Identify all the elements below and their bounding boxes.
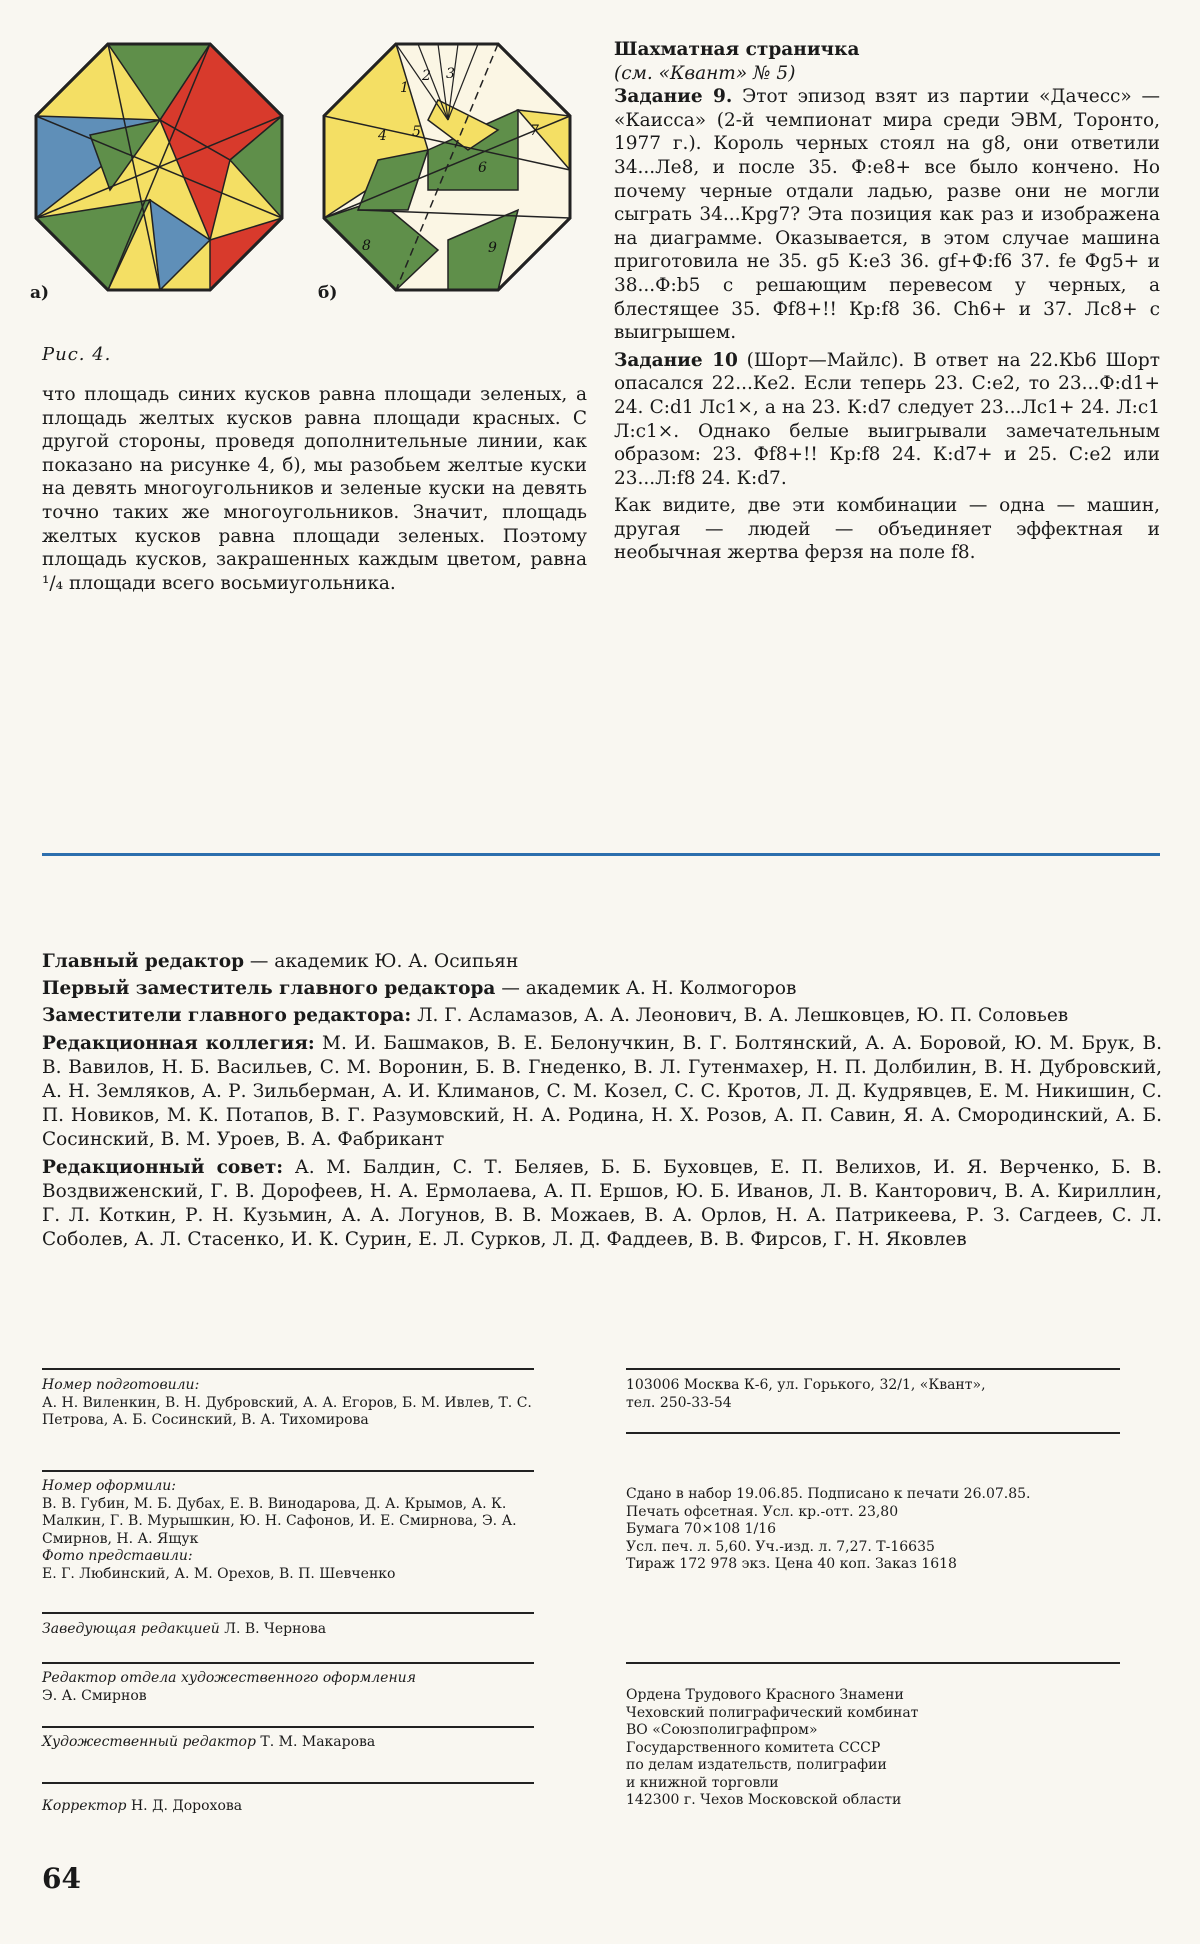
first-deputy-line: [42, 977, 1162, 1001]
deputies-label: Заместители главного редактора:: [42, 1005, 412, 1027]
fig-b-num: 9: [488, 240, 497, 256]
divider-line: [626, 1432, 1120, 1434]
first-deputy-label: Первый заместитель главного редактора: [42, 978, 496, 1000]
print-line: Бумага 70×108 1/16: [626, 1521, 777, 1537]
designed-names: В. В. Губин, М. Б. Дубах, Е. В. Винодарова, Д. А. Крымов, А. К. Малкин, Г. В. Мурышкин, Ю. Н. Сафонов, И. Е. Смирнова, Э. А. Смирнов, Н. А. Ящук: [42, 1495, 517, 1547]
chess-title: Шахматная страничка: [614, 39, 860, 60]
head-block: [42, 1621, 554, 1639]
address-block: [626, 1377, 1146, 1412]
divider-line: [42, 1726, 534, 1728]
art-editor-label: Художественный редактор: [42, 1734, 256, 1750]
designed-block: [42, 1478, 554, 1583]
first-deputy-name: — академик А. Н. Колмогоров: [501, 978, 797, 1000]
art-dept-block: [42, 1670, 554, 1705]
fig-b-num: 8: [362, 238, 371, 254]
task9-label: Задание 9.: [614, 86, 733, 108]
photos-label: Фото представили:: [42, 1548, 193, 1564]
fig-b-num: 1: [400, 80, 409, 96]
figure-a-octagon: [30, 40, 288, 294]
fig-b-num: 3: [446, 66, 455, 82]
council-paragraph: [42, 1156, 1162, 1253]
figure-b-label: б): [318, 283, 338, 303]
plant-line: Государственного комитета СССР: [626, 1739, 881, 1756]
college-label: Редакционная коллегия:: [42, 1032, 315, 1054]
prepared-block: [42, 1377, 554, 1430]
divider-line: [42, 1368, 534, 1370]
plant-line: и книжной торговли: [626, 1774, 779, 1791]
art-dept-name: Э. А. Смирнов: [42, 1687, 147, 1704]
deputies-line: [42, 1004, 1162, 1028]
corrector-label: Корректор: [42, 1798, 127, 1814]
fig-b-num: 4: [378, 128, 387, 144]
print-line: Сдано в набор 19.06.85. Подписано к печати 26.07.85.: [626, 1486, 1031, 1502]
plant-line: 142300 г. Чехов Московской области: [626, 1792, 902, 1808]
art-editor-block: [42, 1734, 554, 1752]
editorial-board: [42, 950, 1162, 1255]
address-line: 103006 Москва К-6, ул. Горького, 32/1, «Квант»,: [626, 1377, 986, 1393]
art-dept-label: Редактор отдела художественного оформления: [42, 1670, 416, 1686]
task10-label: Задание 10: [614, 349, 738, 371]
print-line: Тираж 172 978 экз. Цена 40 коп. Заказ 1618: [626, 1556, 957, 1572]
print-block: [626, 1486, 1146, 1574]
page-number: 64: [42, 1862, 81, 1895]
plant-line: Ордена Трудового Красного Знамени: [626, 1687, 904, 1703]
plant-line: Чеховский полиграфический комбинат: [626, 1704, 919, 1721]
college-paragraph: [42, 1032, 1162, 1153]
fig-b-num: 2: [422, 68, 431, 84]
task9-text: Этот эпизод взят из партии «Дачесс» — «Каисса» (2-й чемпионат мира среди ЭВМ, Торонто, 1977 г.). Король черных стоял на g8, они ответили 34...Ле8, и после 35. Ф:е8+ все было кончено. Но почему черные отдали ладью, разве они не могли сыграть 34...Крg7? Эта позиция как раз и изображена на диаграмме. Оказывается, в этом случае машина приготовила не 35. g5 К:е3 36. gf+Ф:f6 37. fe Фg5+ и 38...Ф:b5 с решающим перевесом у черных, а блестящее 35. Фf8+!! Кр:f8 36. Сh6+ и 37. Лс8+ с выигрышем.: [614, 86, 1160, 344]
head-name: Л. В. Чернова: [224, 1621, 327, 1637]
divider-line: [42, 1612, 534, 1614]
task10-paragraph: [614, 349, 1160, 491]
divider-line: [42, 1662, 534, 1664]
corrector-name: Н. Д. Дорохова: [130, 1798, 243, 1814]
art-editor-name: Т. М. Макарова: [260, 1734, 376, 1750]
divider-line: [626, 1662, 1120, 1664]
figure-b-octagon: [318, 40, 576, 294]
plant-line: по делам издательств, полиграфии: [626, 1757, 887, 1773]
divider-line: [626, 1368, 1120, 1370]
divider-line: [42, 1470, 534, 1472]
fig-b-num: 6: [478, 160, 487, 176]
chief-name: — академик Ю. А. Осипьян: [249, 951, 519, 972]
chess-subtitle: (см. «Квант» № 5): [614, 62, 796, 84]
head-label: Заведующая редакцией: [42, 1621, 220, 1637]
chess-column: [614, 38, 1160, 569]
chief-editor-line: [42, 950, 1162, 974]
task9-paragraph: [614, 85, 1160, 345]
council-label: Редакционный совет:: [42, 1156, 284, 1178]
divider-line: [42, 1782, 534, 1784]
prepared-label: Номер подготовили:: [42, 1377, 200, 1393]
figure-caption: Рис. 4.: [42, 344, 112, 365]
designed-label: Номер оформили:: [42, 1478, 176, 1494]
council-names: А. М. Балдин, С. Т. Беляев, Б. Б. Буховцев, Е. П. Велихов, И. Я. Верченко, Б. В. Воздвиженский, Г. В. Дорофеев, Н. А. Ермолаева, А. П. Ершов, Ю. Б. Иванов, Л. В. Канторович, В. А. Кириллин, Г. Л. Коткин, Р. Н. Кузьмин, А. А. Логунов, В. В. Можаев, В. А. Орлов, Н. А. Патрикеева, Р. З. Сагдеев, С. Л. Соболев, А. Л. Стасенко, И. К. Сурин, Е. Л. Сурков, Л. Д. Фаддеев, В. В. Фирсов, Г. Н. Яковлев: [42, 1156, 1163, 1251]
task10-text: (Шорт—Майлс). В ответ на 22.Кb6 Шорт опасался 22...Ке2. Если теперь 23. С:е2, то 23...Ф:d1+ 24. С:d1 Лс1×, а на 23. К:d7 следует 23...Лс1+ 24. Л:с1 Л:с1×. Однако белые выигрывали замечательным образом: 23. Фf8+!! Кр:f8 24. К:d7+ и 25. С:е2 или 23...Л:f8 24. К:d7.: [614, 349, 1160, 489]
plant-line: ВО «Союзполиграфпром»: [626, 1722, 818, 1738]
deputies-names: Л. Г. Асламазов, А. А. Леонович, В. А. Лешковцев, Ю. П. Соловьев: [417, 1005, 1069, 1027]
print-line: Усл. печ. л. 5,60. Уч.-изд. л. 7,27. Т-16635: [626, 1538, 935, 1555]
chief-label: Главный редактор: [42, 951, 245, 972]
corrector-block: [42, 1798, 554, 1816]
photos-names: Е. Г. Любинский, А. М. Орехов, В. П. Шевченко: [42, 1565, 396, 1582]
figure-a-label: а): [30, 283, 50, 303]
fig-b-num: 7: [530, 123, 539, 139]
fig-b-num: 5: [412, 124, 421, 140]
print-line: Печать офсетная. Усл. кр.-отт. 23,80: [626, 1503, 899, 1520]
phone-line: тел. 250-33-54: [626, 1394, 732, 1411]
prepared-names: А. Н. Виленкин, В. Н. Дубровский, А. А. Егоров, Б. М. Ивлев, Т. С. Петрова, А. Б. Сосинский, В. А. Тихомирова: [42, 1394, 532, 1428]
section-divider: [42, 853, 1160, 856]
chess-closing: Как видите, две эти комбинации — одна — машин, другая — людей — объединяет эффектная и необычная жертва ферзя на поле f8.: [614, 495, 1160, 564]
college-names: М. И. Башмаков, В. Е. Белонучкин, В. Г. Болтянский, А. А. Боровой, Ю. М. Брук, В. В. Вавилов, Н. Б. Васильев, С. М. Воронин, Б. В. Гнеденко, В. Л. Гутенмахер, Н. П. Долбилин, В. Н. Дубровский, А. Н. Земляков, А. Р. Зильберман, А. И. Климанов, С. М. Козел, С. С. Кротов, Л. Д. Кудрявцев, Е. М. Никишин, С. П. Новиков, М. К. Потапов, В. Г. Разумовский, Н. А. Родина, Н. Х. Розов, А. П. Савин, Я. А. Смородинский, А. Б. Сосинский, В. М. Уроев, В. А. Фабрикант: [42, 1032, 1162, 1151]
plant-block: [626, 1687, 1146, 1810]
left-body-text: что площадь синих кусков равна площади зеленых, а площадь желтых кусков равна площади красных. С другой стороны, проведя дополнительные линии, как показано на рисунке 4, б), мы разобьем желтые куски на девять многоугольников и зеленые куски на девять точно таких же многоугольников. Значит, площадь желтых кусков равна площади зеленых. Поэтому площадь кусков, закрашенных каждым цветом, равна ¹/₄ площади всего восьмиугольника.: [42, 384, 587, 594]
